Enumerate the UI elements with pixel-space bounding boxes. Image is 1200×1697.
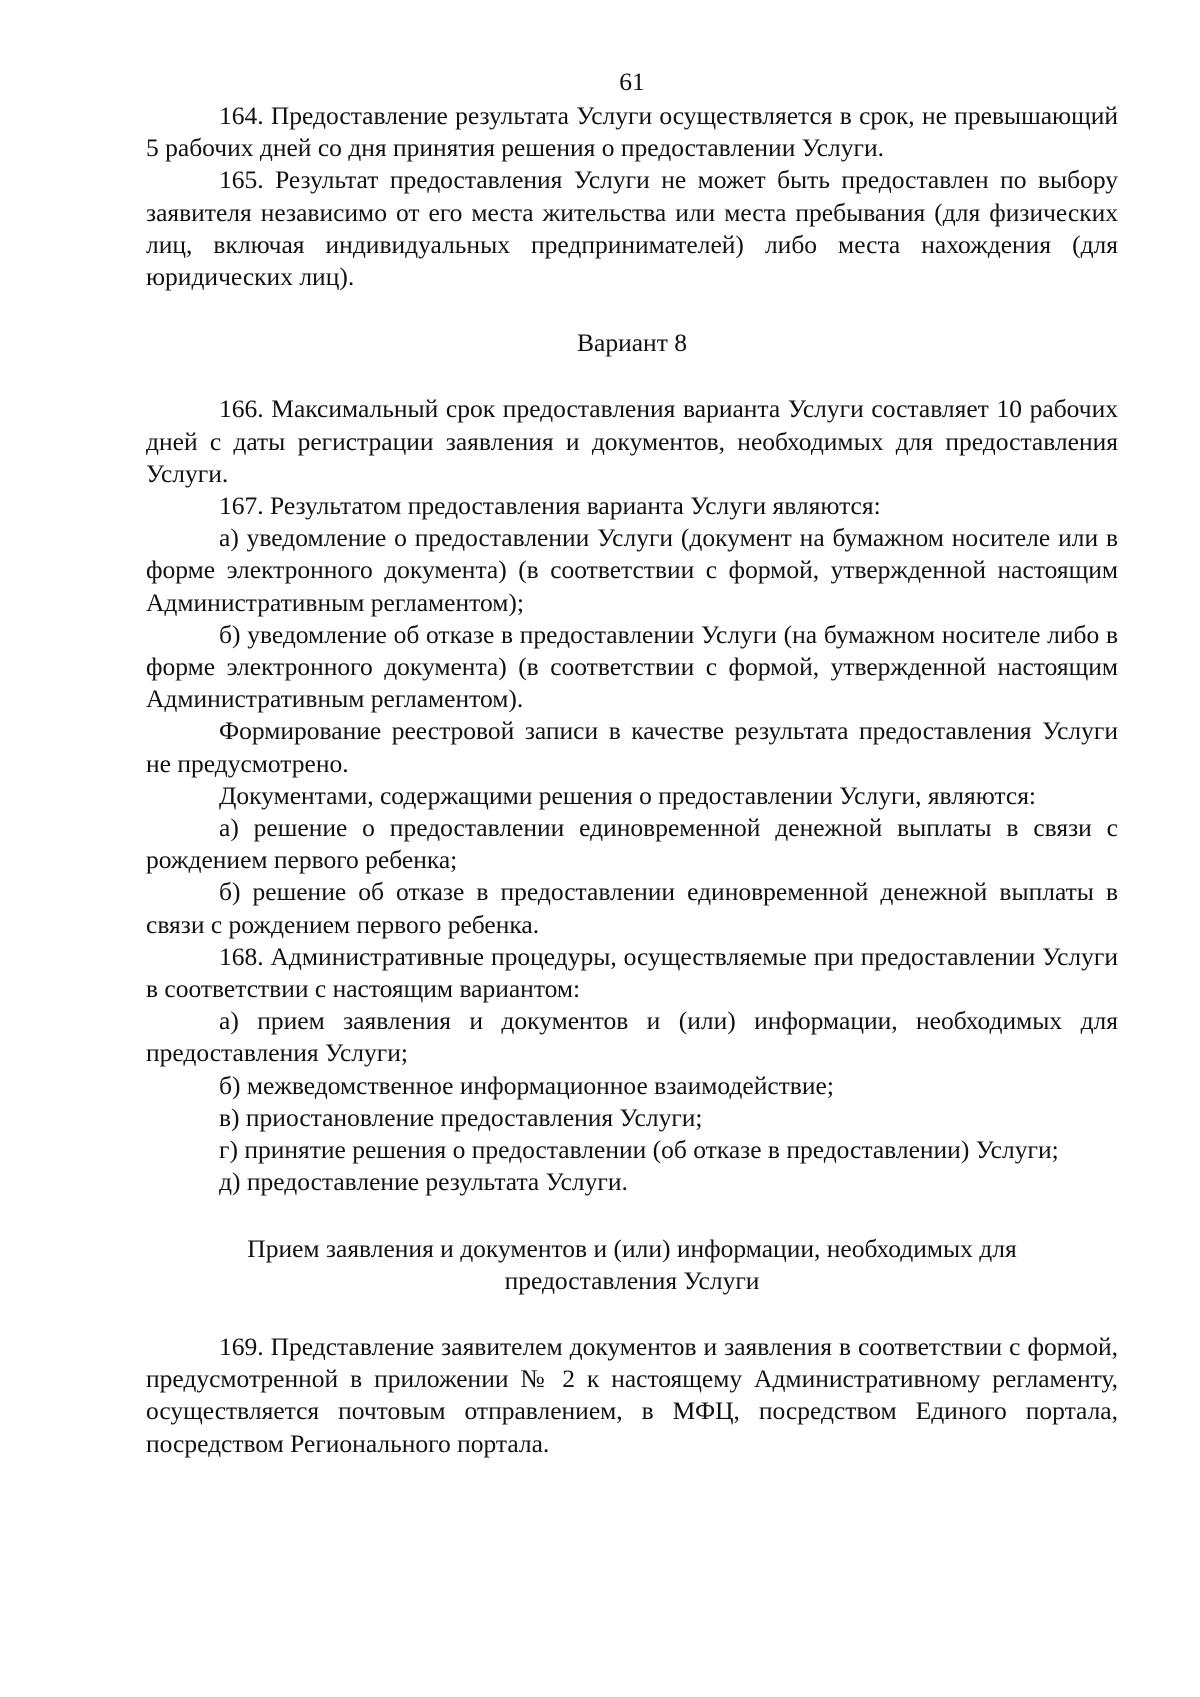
list-item-168-b: б) межведомственное информационное взаимодействие; xyxy=(219,1070,834,1100)
list-item-168-d: д) предоставление результата Услуги. xyxy=(219,1167,628,1197)
page-number: 61 xyxy=(619,67,645,96)
paragraph-167: 167. Результатом предоставления варианта Услуги являются: xyxy=(219,491,881,521)
list-item-167-a: а) уведомление о предоставлении Услуги (документ на бумажном носителе или в форме электронного документа) (в соответствии с формой, утвержденной настоящим Административным регламентом); xyxy=(146,523,1118,617)
list-item-168-v: в) приостановление предоставления Услуги; xyxy=(219,1102,703,1132)
paragraph-165: 165. Результат предоставления Услуги не может быть предоставлен по выбору заявителя независимо от его места жительства или места пребывания (для физических лиц, включая индивидуальных предпринимателей) либо места нахождения (для юридических лиц). xyxy=(146,165,1118,292)
list-item-167-b: б) уведомление об отказе в предоставлении Услуги (на бумажном носителе либо в форме электронного документа) (в соответствии с формой, утвержденной настоящим Административным регламентом). xyxy=(146,619,1118,714)
paragraph-164: 164. Предоставление результата Услуги осуществляется в срок, не превышающий 5 рабочих дней со дня принятия решения о предоставлении Услуги. xyxy=(146,101,1118,163)
list-item-decision-a: а) решение о предоставлении единовременной денежной выплаты в связи с рождением первого ребенка; xyxy=(146,813,1118,875)
paragraph-168: 168. Административные процедуры, осуществляемые при предоставлении Услуги в соответствии с настоящим вариантом: xyxy=(146,941,1118,1004)
variant-heading: Вариант 8 xyxy=(577,328,687,358)
paragraph-decision-documents: Документами, содержащими решения о предоставлении Услуги, являются: xyxy=(219,780,1037,810)
document-page xyxy=(146,66,1118,1460)
paragraph-169: 169. Представление заявителем документов и заявления в соответствии с формой, предусмотренной в приложении № 2 к настоящему Административному регламенту, осуществляется почтовым отправлением, в МФЦ, посредством Единого портала, посредством Регионального портала. xyxy=(146,1331,1118,1458)
paragraph-registry-record: Формирование реестровой записи в качестве результата предоставления Услуги не предусмотрено. xyxy=(146,716,1118,778)
list-item-168-g: г) принятие решения о предоставлении (об отказе в предоставлении) Услуги; xyxy=(219,1135,1059,1165)
paragraph-166: 166. Максимальный срок предоставления варианта Услуги составляет 10 рабочих дней с даты регистрации заявления и документов, необходимых для предоставления Услуги. xyxy=(146,394,1118,488)
list-item-168-a: а) прием заявления и документов и (или) информации, необходимых для предоставления Услуги; xyxy=(146,1006,1118,1068)
list-item-decision-b: б) решение об отказе в предоставлении единовременной денежной выплаты в связи с рождением первого ребенка. xyxy=(146,877,1118,939)
section-heading: Прием заявления и документов и (или) информации, необходимых для предоставления Услуги xyxy=(247,1233,1017,1295)
